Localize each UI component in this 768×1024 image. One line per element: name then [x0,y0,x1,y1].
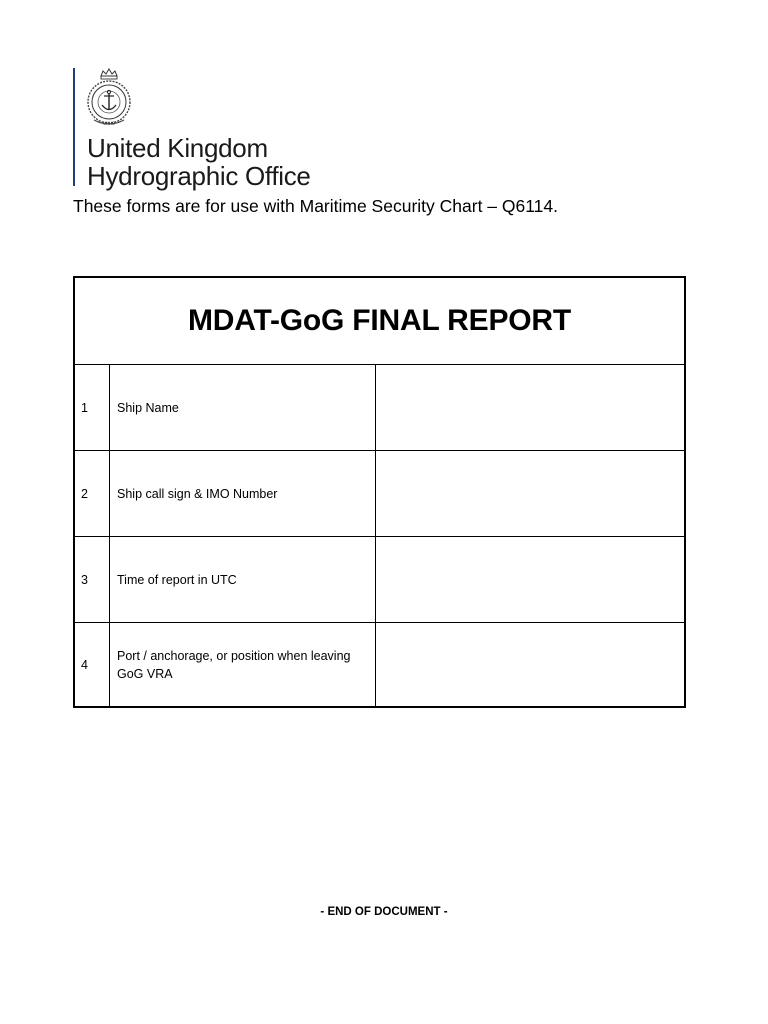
row-number: 4 [75,623,110,707]
org-name-line1: United Kingdom [87,133,268,163]
report-title: MDAT-GoG FINAL REPORT [75,278,684,365]
ship-name-field[interactable] [376,365,684,450]
crest-text: UKHO [103,121,115,126]
form-row-port-position [75,623,684,707]
final-report-form [73,276,686,708]
form-row-call-sign [75,451,684,537]
field-label: Port / anchorage, or position when leaving GoG VRA [110,623,376,707]
form-row-report-time [75,537,684,623]
row-number: 1 [75,365,110,450]
end-of-document-marker: - END OF DOCUMENT - [320,906,448,918]
field-label: Ship Name [110,365,376,450]
form-row-ship-name [75,365,684,451]
ukho-crest-logo [84,68,134,130]
org-name-line2: Hydrographic Office [87,161,311,191]
logo-accent-bar [73,68,75,186]
port-position-field[interactable] [376,623,684,707]
report-time-field[interactable] [376,537,684,622]
row-number: 3 [75,537,110,622]
row-number: 2 [75,451,110,536]
organization-name [87,134,311,190]
field-label: Ship call sign & IMO Number [110,451,376,536]
field-label: Time of report in UTC [110,537,376,622]
intro-text: These forms are for use with Maritime Security Chart – Q6114. [73,196,558,216]
call-sign-imo-field[interactable] [376,451,684,536]
